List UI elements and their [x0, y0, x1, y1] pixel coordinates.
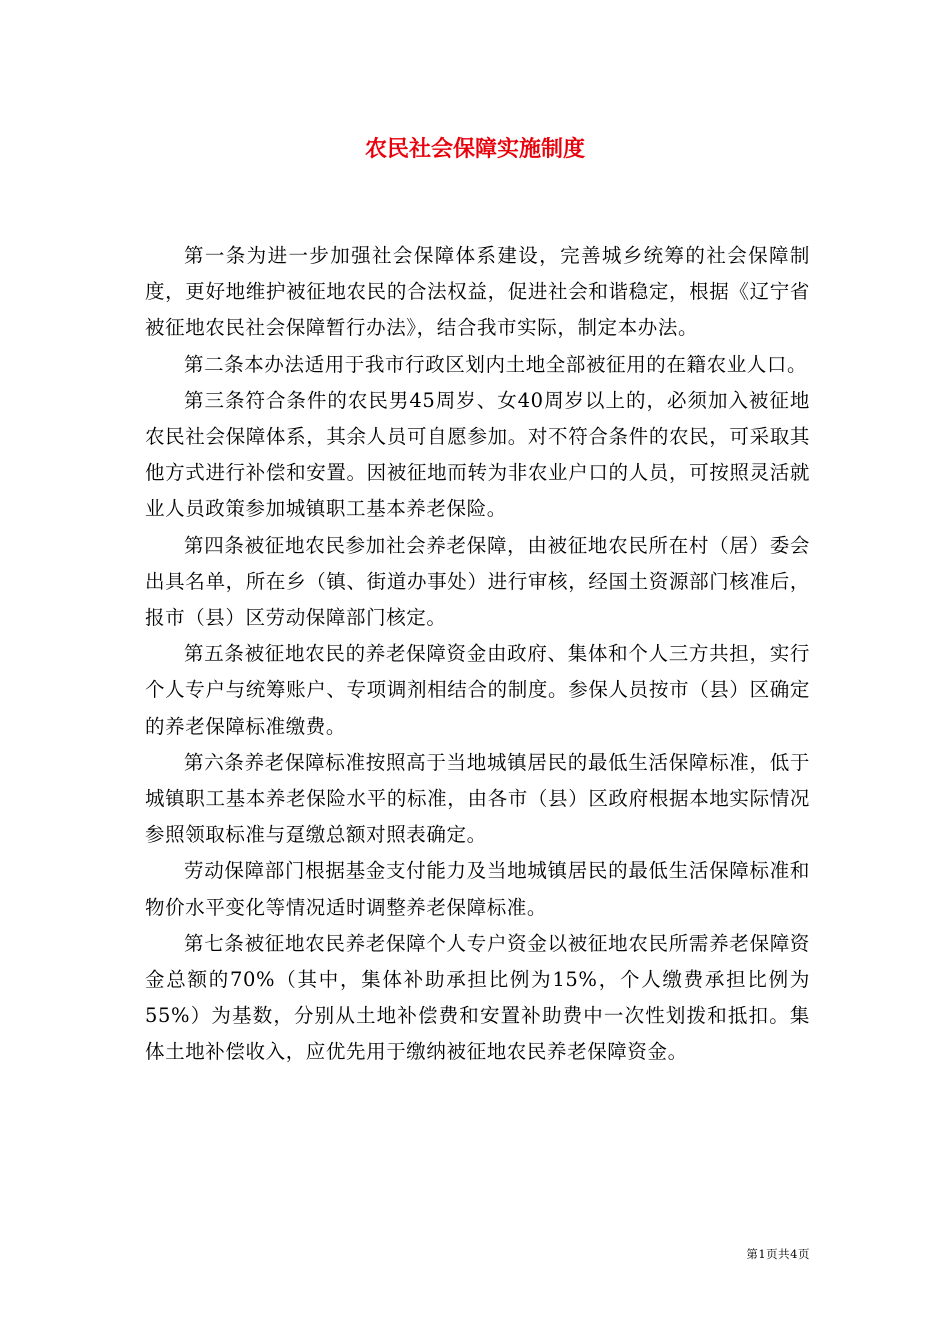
- article-3-paragraph: 第三条符合条件的农民男45周岁、女40周岁以上的，必须加入被征地农民社会保障体系，其余人员可自愿参加。对不符合条件的农民，可采取其他方式进行补偿和安置。因被征地而转为非农业户口的人员，可按照灵活就业人员政策参加城镇职工基本养老保险。: [145, 388, 810, 521]
- article-1-paragraph: 第一条为进一步加强社会保障体系建设，完善城乡统筹的社会保障制度，更好地维护被征地农民的合法权益，促进社会和谐稳定，根据《辽宁省被征地农民社会保障暂行办法》，结合我市实际，制定本办法。: [145, 244, 810, 340]
- article-4-paragraph: 第四条被征地农民参加社会养老保障，由被征地农民所在村（居）委会出具名单，所在乡（镇、街道办事处）进行审核，经国土资源部门核准后，报市（县）区劳动保障部门核定。: [145, 533, 810, 630]
- article-6-supplement-paragraph: 劳动保障部门根据基金支付能力及当地城镇居民的最低生活保障标准和物价水平变化等情况适时调整养老保障标准。: [145, 859, 810, 919]
- article-6-paragraph: 第六条养老保障标准按照高于当地城镇居民的最低生活保障标准，低于城镇职工基本养老保险水平的标准，由各市（县）区政府根据本地实际情况参照领取标准与趸缴总额对照表确定。: [145, 750, 810, 847]
- page-number: 第1页共4页: [746, 1247, 810, 1261]
- document-title: 农民社会保障实施制度: [364, 136, 585, 162]
- article-5-paragraph: 第五条被征地农民的养老保障资金由政府、集体和个人三方共担，实行个人专户与统筹账户、专项调剂相结合的制度。参保人员按市（县）区确定的养老保障标准缴费。: [145, 642, 810, 738]
- document-body: [145, 238, 810, 1071]
- article-2-paragraph: 第二条本办法适用于我市行政区划内土地全部被征用的在籍农业人口。: [184, 352, 808, 376]
- article-7-paragraph: 第七条被征地农民养老保障个人专户资金以被征地农民所需养老保障资金总额的70%（其中，集体补助承担比例为15%，个人缴费承担比例为55%）为基数，分别从土地补偿费和安置补助费中一次性划拨和抵扣。集体土地补偿收入，应优先用于缴纳被征地农民养老保障资金。: [145, 931, 810, 1064]
